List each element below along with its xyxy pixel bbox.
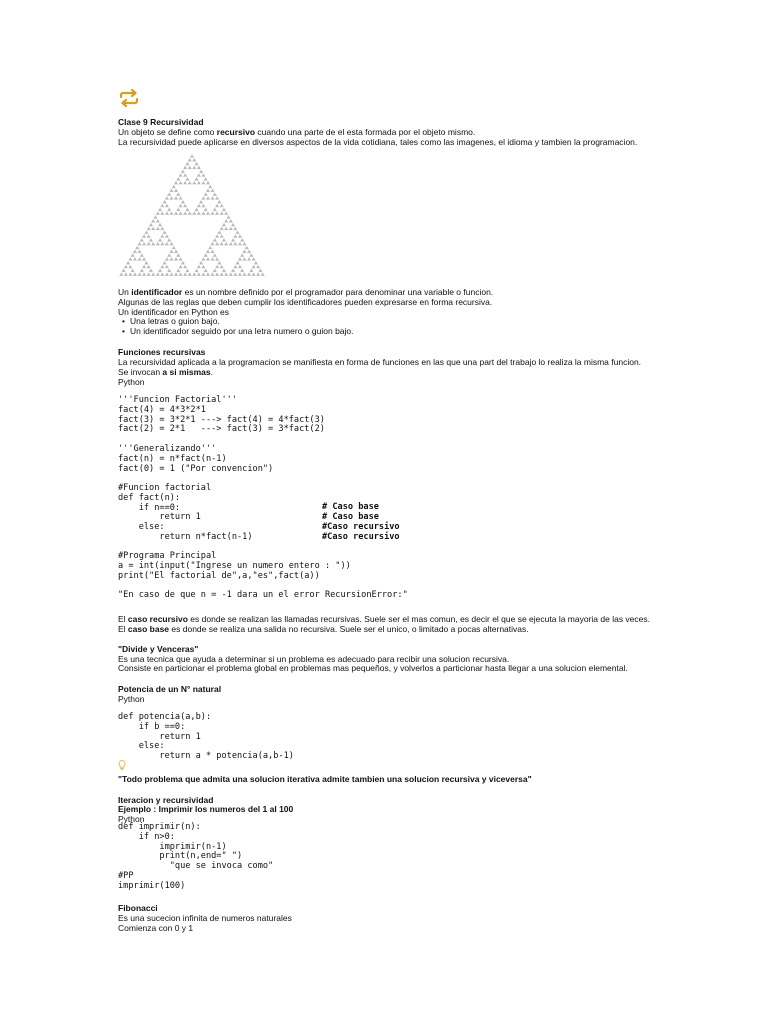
- sierpinski-cell: [233, 265, 238, 269]
- sierpinski-cell: [156, 242, 161, 246]
- sierpinski-cell: [178, 257, 183, 261]
- sierpinski-cell: [197, 265, 202, 269]
- sierpinski-cell: [165, 204, 170, 208]
- sierpinski-cell: [210, 196, 215, 200]
- sierpinski-cell: [149, 238, 154, 242]
- sierpinski-cell: [242, 257, 247, 261]
- sierpinski-cell: [215, 196, 220, 200]
- sierpinski-cell: [201, 257, 206, 261]
- sierpinski-cell: [160, 211, 165, 215]
- sierpinski-cell: [160, 204, 165, 208]
- sierpinski-cell: [178, 211, 183, 215]
- sierpinski-cell: [167, 238, 172, 242]
- sierpinski-cell: [222, 268, 227, 272]
- sierpinski-cell: [176, 192, 181, 196]
- sierpinski-cell: [142, 257, 147, 261]
- sierpinski-cell: [130, 253, 135, 257]
- sierpinski-cell: [162, 230, 167, 234]
- sierpinski-cell: [203, 253, 208, 257]
- list-item: • Una letras o guion bajo.: [118, 317, 354, 327]
- code-comment: # Caso base: [322, 502, 379, 512]
- sierpinski-cell: [126, 261, 131, 265]
- sierpinski-cell: [176, 253, 181, 257]
- sierpinski-cell: [229, 272, 234, 276]
- sierpinski-cell: [192, 158, 197, 162]
- sierpinski-cell: [222, 207, 227, 211]
- sierpinski-cell: [224, 226, 229, 230]
- sierpinski-cell: [238, 265, 243, 269]
- sierpinski-cell: [247, 249, 252, 253]
- sierpinski-cell: [165, 196, 170, 200]
- sierpinski-cell: [140, 268, 145, 272]
- sierpinski-cell: [219, 265, 224, 269]
- sierpinski-cell: [121, 268, 126, 272]
- caso-base-line: El caso base es donde se realiza una salida no recursiva. Suele ser el unico, o limitado a pocas alternativas.: [118, 624, 529, 634]
- sierpinski-cell: [158, 268, 163, 272]
- sierpinski-cell: [215, 272, 220, 276]
- sierpinski-cell: [199, 261, 204, 265]
- sierpinski-cell: [140, 238, 145, 242]
- sierpinski-cell: [194, 177, 199, 181]
- sierpinski-cell: [233, 242, 238, 246]
- sierpinski-cell: [251, 265, 256, 269]
- sierpinski-cell: [133, 272, 138, 276]
- sierpinski-cell: [235, 230, 240, 234]
- sierpinski-cell: [183, 272, 188, 276]
- sierpinski-cell: [187, 211, 192, 215]
- sierpinski-cell: [165, 272, 170, 276]
- fibonacci-title: Fibonacci: [118, 903, 158, 913]
- sierpinski-cell: [181, 169, 186, 173]
- sierpinski-cell: [187, 165, 192, 169]
- sierpinski-cell: [133, 257, 138, 261]
- sierpinski-cell: [162, 261, 167, 265]
- sierpinski-cell: [256, 272, 261, 276]
- divide-line-1: Es una tecnica que ayuda a determinar si un problema es adecuado para recibir una solucion recursiva.: [118, 654, 510, 664]
- sierpinski-cell: [133, 249, 138, 253]
- sierpinski-cell: [160, 242, 165, 246]
- sierpinski-cell: [197, 272, 202, 276]
- sierpinski-cell: [149, 223, 154, 227]
- sierpinski-cell: [183, 181, 188, 185]
- sierpinski-cell: [215, 257, 220, 261]
- intro-line-1: Un objeto se define como recursivo cuando una parte de el esta formada por el objeto mismo.: [118, 127, 476, 137]
- sierpinski-cell: [199, 200, 204, 204]
- sierpinski-cell: [194, 268, 199, 272]
- sierpinski-cell: [160, 272, 165, 276]
- sierpinski-cell: [231, 268, 236, 272]
- sierpinski-cell: [185, 268, 190, 272]
- sierpinski-cell: [169, 257, 174, 261]
- sierpinski-cell: [165, 257, 170, 261]
- sierpinski-cell: [169, 196, 174, 200]
- sierpinski-cell: [224, 211, 229, 215]
- lang-label: Python: [118, 377, 145, 387]
- sierpinski-cell: [128, 257, 133, 261]
- sierpinski-cell: [206, 249, 211, 253]
- sierpinski-cell: [242, 242, 247, 246]
- sierpinski-cell: [181, 261, 186, 265]
- fibonacci-line-1: Es una sucecion infinita de numeros naturales: [118, 913, 292, 923]
- sierpinski-cell: [156, 211, 161, 215]
- code-comment: # Caso base: [322, 512, 379, 522]
- sierpinski-cell: [215, 234, 220, 238]
- sierpinski-cell: [233, 234, 238, 238]
- sierpinski-cell: [156, 272, 161, 276]
- ident-line-1: Un identificador es un nombre definido por el programador para denominar una variable o funcion.: [118, 287, 494, 297]
- potencia-title: Potencia de un N° natural: [118, 684, 222, 694]
- sierpinski-cell: [165, 265, 170, 269]
- sierpinski-cell: [178, 204, 183, 208]
- sierpinski-cell: [219, 204, 224, 208]
- sierpinski-cell: [194, 162, 199, 166]
- sierpinski-cell: [165, 242, 170, 246]
- sierpinski-cell: [208, 246, 213, 250]
- sierpinski-cell: [151, 242, 156, 246]
- sierpinski-cell: [231, 223, 236, 227]
- sierpinski-cell: [203, 207, 208, 211]
- sierpinski-cell: [224, 219, 229, 223]
- sierpinski-cell: [151, 272, 156, 276]
- funciones-line-1: La recursividad aplicada a la programacion se manifiesta en forma de funciones en las que una part del trabajo lo realiza la misma funcion.: [118, 357, 642, 367]
- repeat-arrows-icon: [118, 88, 140, 108]
- sierpinski-cell: [137, 257, 142, 261]
- code-comment: #Caso recursivo: [322, 522, 400, 532]
- sierpinski-cell: [244, 246, 249, 250]
- code-comment: #Caso recursivo: [322, 532, 400, 542]
- sierpinski-cell: [146, 226, 151, 230]
- sierpinski-cell: [258, 268, 263, 272]
- sierpinski-cell: [183, 265, 188, 269]
- sierpinski-cell: [167, 268, 172, 272]
- sierpinski-cell: [192, 272, 197, 276]
- sierpinski-cell: [169, 188, 174, 192]
- sierpinski-cell: [217, 261, 222, 265]
- sierpinski-cell: [197, 165, 202, 169]
- sierpinski-cell: [201, 211, 206, 215]
- sierpinski-cell: [210, 242, 215, 246]
- sierpinski-cell: [201, 204, 206, 208]
- sierpinski-cell: [233, 272, 238, 276]
- sierpinski-cell: [222, 223, 227, 227]
- sierpinski-cell: [210, 272, 215, 276]
- intro-line-2: La recursividad puede aplicarse en diversos aspectos de la vida cotidiana, tales como las imagenes, el idioma y tambien la programacion.: [118, 137, 638, 147]
- sierpinski-cell: [160, 234, 165, 238]
- sierpinski-cell: [217, 230, 222, 234]
- sierpinski-cell: [240, 238, 245, 242]
- sierpinski-cell: [226, 215, 231, 219]
- sierpinski-cell: [247, 272, 252, 276]
- quote: "Todo problema que admita una solucion iterativa admite tambien una solucion recursiva y viceversa": [118, 774, 532, 784]
- code-block-factorial: '''Funcion Factorial''' fact(4) = 4*3*2*1 fact(3) = 3*2*1 ---> fact(4) = 4*fact(3) fact(2) = 2*1 ---> fact(3) = 3*fact(2) '''Generalizando''' fact(n) = n*fact(n-1) fact(0) = 1 ("Por convencion") #Funcion factorial def fact(n): if n==0:: [118, 395, 325, 513]
- sierpinski-cell: [210, 257, 215, 261]
- sierpinski-cell: [240, 253, 245, 257]
- sierpinski-cell: [174, 211, 179, 215]
- sierpinski-cell: [140, 253, 145, 257]
- sierpinski-cell: [137, 242, 142, 246]
- sierpinski-cell: [178, 265, 183, 269]
- sierpinski-cell: [260, 272, 265, 276]
- sierpinski-cell: [124, 272, 129, 276]
- sierpinski-cell: [183, 165, 188, 169]
- funciones-title: Funciones recursivas: [118, 347, 206, 357]
- caso-recursivo-line: El caso recursivo es donde se realizan las llamadas recursivas. Suele ser el mas comun, es decir el que se ejecuta la mayoria de las veces.: [118, 614, 651, 624]
- sierpinski-cell: [203, 268, 208, 272]
- sierpinski-cell: [174, 272, 179, 276]
- sierpinski-cell: [171, 185, 176, 189]
- sierpinski-cell: [174, 249, 179, 253]
- lang-label: Python: [118, 814, 145, 824]
- sierpinski-cell: [229, 226, 234, 230]
- sierpinski-cell: [249, 253, 254, 257]
- sierpinski-cell: [167, 253, 172, 257]
- sierpinski-cell: [158, 207, 163, 211]
- sierpinski-cell: [215, 265, 220, 269]
- sierpinski-cell: [144, 230, 149, 234]
- sierpinski-cell: [219, 226, 224, 230]
- sierpinski-cell: [251, 272, 256, 276]
- sierpinski-cell: [197, 204, 202, 208]
- sierpinski-cell: [210, 249, 215, 253]
- sierpinski-cell: [187, 158, 192, 162]
- sierpinski-cell: [197, 181, 202, 185]
- sierpinski-cell: [176, 268, 181, 272]
- code-block-programa: #Programa Principal a = int(input("Ingrese un numero entero : ")) print("El factorial de",a,"es",fact(a)) "En caso de que n = -1 dara un el error RecursionError:": [118, 551, 408, 601]
- sierpinski-cell: [187, 272, 192, 276]
- sierpinski-cell: [128, 265, 133, 269]
- code-line: return 1: [118, 512, 201, 522]
- sierpinski-cell: [229, 242, 234, 246]
- sierpinski-cell: [219, 242, 224, 246]
- sierpinski-cell: [210, 188, 215, 192]
- sierpinski-cell: [151, 226, 156, 230]
- sierpinski-cell: [146, 272, 151, 276]
- sierpinski-cell: [213, 238, 218, 242]
- sierpinski-cell: [229, 219, 234, 223]
- sierpinski-cell: [215, 211, 220, 215]
- sierpinski-cell: [174, 257, 179, 261]
- sierpinski-cell: [203, 192, 208, 196]
- sierpinski-cell: [130, 268, 135, 272]
- sierpinski-cell: [137, 272, 142, 276]
- sierpinski-cell: [185, 162, 190, 166]
- sierpinski-cell: [160, 226, 165, 230]
- sierpinski-cell: [187, 181, 192, 185]
- sierpinski-cell: [231, 238, 236, 242]
- sierpinski-cell: [183, 173, 188, 177]
- sierpinski-cell: [142, 265, 147, 269]
- sierpinski-cell: [135, 246, 140, 250]
- code-line: else:: [118, 522, 165, 532]
- sierpinski-cell: [178, 196, 183, 200]
- sierpinski-cell: [153, 215, 158, 219]
- sierpinski-cell: [167, 207, 172, 211]
- sierpinski-cell: [169, 272, 174, 276]
- sierpinski-cell: [254, 261, 259, 265]
- sierpinski-cell: [219, 234, 224, 238]
- sierpinski-cell: [201, 173, 206, 177]
- ident-line-3: Un identificador en Python es: [118, 307, 230, 317]
- page-title: Clase 9 Recursividad: [118, 117, 204, 127]
- sierpinski-cell: [146, 265, 151, 269]
- sierpinski-cell: [144, 261, 149, 265]
- sierpinski-cell: [224, 242, 229, 246]
- sierpinski-cell: [206, 181, 211, 185]
- sierpinski-cell: [171, 246, 176, 250]
- sierpinski-cell: [238, 242, 243, 246]
- sierpinski-cell: [169, 211, 174, 215]
- code-block-imprimir: def imprimir(n): if n>0: imprimir(n-1) print(n,end=" ") "que se invoca como" #PP imprimir(100): [118, 822, 274, 891]
- sierpinski-cell: [181, 200, 186, 204]
- sierpinski-triangle: [119, 154, 265, 276]
- sierpinski-cell: [192, 181, 197, 185]
- sierpinski-cell: [178, 272, 183, 276]
- sierpinski-cell: [146, 234, 151, 238]
- sierpinski-cell: [190, 154, 195, 158]
- sierpinski-triangle-image: [118, 152, 268, 278]
- ident-line-2: Algunas de las reglas que deben cumplir los identificadores pueden expresarse en forma recursiva.: [118, 297, 493, 307]
- sierpinski-cell: [208, 185, 213, 189]
- sierpinski-cell: [194, 207, 199, 211]
- sierpinski-cell: [192, 211, 197, 215]
- sierpinski-cell: [213, 207, 218, 211]
- sierpinski-cell: [242, 249, 247, 253]
- sierpinski-cell: [158, 223, 163, 227]
- sierpinski-cell: [203, 177, 208, 181]
- sierpinski-cell: [213, 268, 218, 272]
- sierpinski-cell: [167, 192, 172, 196]
- sierpinski-cell: [206, 257, 211, 261]
- sierpinski-cell: [183, 211, 188, 215]
- sierpinski-cell: [156, 226, 161, 230]
- sierpinski-cell: [156, 219, 161, 223]
- sierpinski-cell: [247, 257, 252, 261]
- sierpinski-cell: [201, 196, 206, 200]
- sierpinski-cell: [185, 177, 190, 181]
- sierpinski-cell: [149, 268, 154, 272]
- sierpinski-cell: [192, 165, 197, 169]
- sierpinski-cell: [174, 181, 179, 185]
- sierpinski-cell: [176, 177, 181, 181]
- sierpinski-cell: [162, 200, 167, 204]
- sierpinski-cell: [201, 272, 206, 276]
- sierpinski-cell: [206, 188, 211, 192]
- sierpinski-cell: [201, 181, 206, 185]
- sierpinski-cell: [146, 242, 151, 246]
- sierpinski-cell: [142, 272, 147, 276]
- sierpinski-cell: [151, 219, 156, 223]
- list-item: • Un identificador seguido por una letra numero o guion bajo.: [118, 327, 354, 337]
- sierpinski-cell: [178, 181, 183, 185]
- sierpinski-cell: [169, 249, 174, 253]
- sierpinski-cell: [206, 196, 211, 200]
- sierpinski-cell: [119, 272, 124, 276]
- sierpinski-cell: [251, 257, 256, 261]
- sierpinski-cell: [206, 272, 211, 276]
- funciones-line-2: Se invocan a si mismas.: [118, 367, 213, 377]
- sierpinski-cell: [224, 272, 229, 276]
- sierpinski-cell: [235, 261, 240, 265]
- sierpinski-cell: [215, 204, 220, 208]
- sierpinski-cell: [185, 207, 190, 211]
- sierpinski-cell: [233, 226, 238, 230]
- sierpinski-cell: [199, 169, 204, 173]
- sierpinski-cell: [219, 211, 224, 215]
- sierpinski-cell: [222, 238, 227, 242]
- divide-title: "Divide y Venceras": [118, 644, 199, 654]
- divide-line-2: Consiste en particionar el problema global en problemas mas pequeños, y volverlos a particionar hasta llegar a una solucion elemental.: [118, 663, 628, 673]
- sierpinski-cell: [165, 211, 170, 215]
- sierpinski-cell: [213, 253, 218, 257]
- sierpinski-cell: [256, 265, 261, 269]
- sierpinski-cell: [201, 265, 206, 269]
- sierpinski-cell: [206, 211, 211, 215]
- sierpinski-cell: [160, 265, 165, 269]
- sierpinski-cell: [213, 192, 218, 196]
- sierpinski-cell: [142, 234, 147, 238]
- sierpinski-cell: [210, 211, 215, 215]
- sierpinski-cell: [238, 272, 243, 276]
- iteracion-subtitle: Ejemplo : Imprimir los numeros del 1 al 100: [118, 804, 294, 814]
- sierpinski-cell: [249, 268, 254, 272]
- sierpinski-cell: [128, 272, 133, 276]
- sierpinski-cell: [176, 207, 181, 211]
- lightbulb-icon: [118, 760, 126, 771]
- sierpinski-cell: [219, 272, 224, 276]
- sierpinski-cell: [183, 204, 188, 208]
- sierpinski-cell: [217, 200, 222, 204]
- sierpinski-cell: [174, 188, 179, 192]
- sierpinski-cell: [178, 173, 183, 177]
- sierpinski-cell: [137, 249, 142, 253]
- lang-label: Python: [118, 694, 145, 704]
- sierpinski-cell: [240, 268, 245, 272]
- sierpinski-cell: [169, 242, 174, 246]
- fibonacci-line-2: Comienza con 0 y 1: [118, 923, 194, 933]
- sierpinski-cell: [174, 196, 179, 200]
- sierpinski-cell: [215, 242, 220, 246]
- code-line: return n*fact(n-1): [118, 532, 253, 542]
- sierpinski-cell: [197, 173, 202, 177]
- iteracion-title: Iteracion y recursividad: [118, 795, 214, 805]
- code-block-potencia: def potencia(a,b): if b ==0: return 1 else: return a * potencia(a,b-1): [118, 712, 294, 762]
- sierpinski-cell: [238, 234, 243, 238]
- sierpinski-cell: [142, 242, 147, 246]
- sierpinski-cell: [197, 211, 202, 215]
- sierpinski-cell: [238, 257, 243, 261]
- sierpinski-cell: [124, 265, 129, 269]
- ident-rules-list: [118, 317, 354, 336]
- sierpinski-cell: [242, 272, 247, 276]
- sierpinski-cell: [165, 234, 170, 238]
- sierpinski-cell: [158, 238, 163, 242]
